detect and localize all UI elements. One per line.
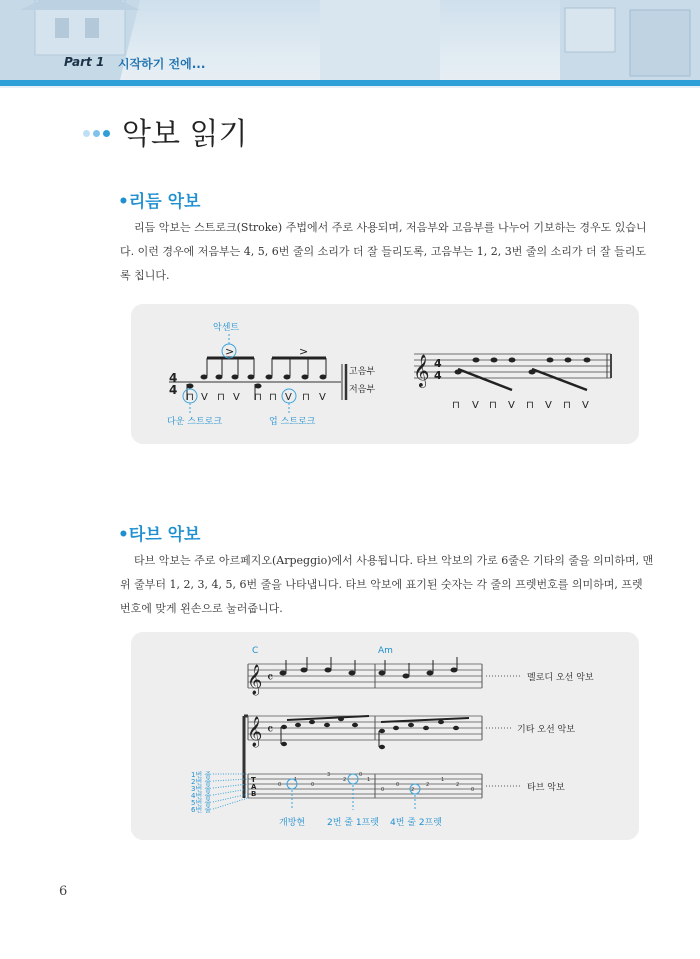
tab-letter: T	[251, 776, 256, 784]
down-stroke-symbol: ⊓	[254, 392, 262, 403]
string-label: 5번 줄	[191, 799, 212, 807]
fret-number: 0	[471, 787, 475, 793]
string-label: 2번 줄	[191, 778, 212, 786]
up-stroke-label: 업 스트로크	[269, 417, 316, 427]
svg-text:𝄞: 𝄞	[247, 717, 263, 747]
title-dots	[83, 122, 113, 141]
fret-number: 2	[343, 777, 347, 783]
fret-number: 2	[426, 782, 430, 788]
up-stroke-symbol: V	[582, 400, 589, 411]
fret-number: 2	[456, 782, 460, 788]
melody-staff	[247, 657, 482, 696]
up-stroke-symbol: V	[233, 392, 240, 403]
tab-letter: A	[251, 783, 257, 791]
down-stroke-symbol: ⊓	[217, 392, 225, 403]
fret-number: 0	[381, 787, 385, 793]
tab-staff	[248, 772, 482, 810]
paragraph-line: 번호에 맞게 왼손으로 눌러줍니다.	[120, 602, 283, 615]
svg-text:𝄞: 𝄞	[413, 354, 430, 387]
rhythm-heading: •리듬 악보	[118, 192, 201, 212]
rhythm-staff-right	[413, 354, 611, 390]
header-accent-strip	[0, 80, 700, 86]
time-signature-top: 4	[434, 357, 442, 370]
up-stroke-symbol: V	[508, 400, 515, 411]
page-number: 6	[59, 884, 68, 899]
tab-notation	[131, 632, 639, 840]
up-stroke-symbol: V	[285, 392, 292, 403]
page-header	[0, 0, 700, 88]
string-label: 6번 줄	[191, 806, 212, 814]
up-stroke-symbol: V	[319, 392, 326, 403]
time-signature-top: 4	[169, 371, 178, 385]
accent-mark: >	[225, 345, 235, 358]
string-label: 1번 줄	[191, 771, 212, 779]
string2-fret1-label: 2번 줄 1프렛	[327, 818, 379, 828]
chord-am: Am	[378, 646, 393, 656]
svg-text:𝄴: 𝄴	[267, 722, 274, 738]
rhythm-paragraph	[120, 216, 647, 288]
part-title: 시작하기 전에...	[118, 57, 206, 71]
string-label: 4번 줄	[191, 792, 212, 800]
paragraph-line: 타브 악보는 주로 아르페지오(Arpeggio)에서 사용됩니다. 타브 악보의 가로 6줄은 기타의 줄을 의미하며, 맨	[134, 554, 654, 567]
fret-number: 1	[294, 777, 298, 783]
chord-c: C	[252, 646, 259, 656]
high-part-label: 고음부	[349, 367, 376, 377]
paragraph-line: 위 줄부터 1, 2, 3, 4, 5, 6번 줄을 나타냅니다. 타브 악보에 표기된 숫자는 각 줄의 프렛번호를 의미하며, 프렛	[120, 578, 643, 591]
time-signature-bottom: 4	[169, 383, 178, 397]
fret-number: 2	[411, 787, 415, 793]
rhythm-figure	[131, 304, 639, 444]
down-stroke-symbol: ⊓	[186, 392, 194, 403]
paragraph-line: 록 칩니다.	[120, 269, 170, 282]
fret-number: 3	[327, 772, 331, 778]
down-stroke-symbol: ⊓	[489, 400, 497, 411]
paragraph-line: 리듬 악보는 스트로크(Stroke) 주법에서 주로 사용되며, 저음부와 고음부를 나누어 기보하는 경우도 있습니	[134, 221, 647, 234]
accent-label: 악센트	[213, 323, 240, 333]
string4-fret2-label: 4번 줄 2프렛	[390, 818, 442, 828]
down-stroke-symbol: ⊓	[452, 400, 460, 411]
tab-figure	[131, 632, 639, 840]
svg-text:𝄴: 𝄴	[267, 670, 274, 686]
fret-number: 0	[396, 782, 400, 788]
accent-mark: >	[299, 345, 309, 358]
part-label: Part 1	[64, 55, 105, 69]
melody-staff-label: 멜로디 오선 악보	[527, 673, 594, 683]
time-signature-bottom: 4	[434, 369, 442, 382]
page-title: 악보 읽기	[122, 117, 248, 152]
guitar-staff-label: 기타 오선 악보	[517, 725, 575, 735]
open-string-label: 개방현	[279, 818, 306, 828]
tab-heading: •타브 악보	[118, 525, 201, 545]
down-stroke-symbol: ⊓	[269, 392, 277, 403]
fret-number: 0	[278, 782, 282, 788]
header-illustration	[0, 0, 700, 80]
tab-paragraph	[120, 549, 654, 621]
up-stroke-symbol: V	[472, 400, 479, 411]
fret-number: 1	[367, 777, 371, 783]
paragraph-line: 다. 이런 경우에 저음부는 4, 5, 6번 줄의 소리가 더 잘 들리도록, 고음부는 1, 2, 3번 줄의 소리가 더 잘 들리도	[120, 245, 647, 258]
fret-number: 1	[441, 777, 445, 783]
fret-number: 0	[311, 782, 315, 788]
up-stroke-symbol: V	[201, 392, 208, 403]
down-stroke-symbol: ⊓	[563, 400, 571, 411]
tab-staff-label: 타브 악보	[527, 783, 565, 793]
tab-letter: B	[251, 790, 257, 798]
down-stroke-label: 다운 스트로크	[167, 417, 223, 427]
down-stroke-symbol: ⊓	[302, 392, 310, 403]
down-stroke-symbol: ⊓	[526, 400, 534, 411]
fret-number: 0	[359, 772, 363, 778]
string-label: 3번 줄	[191, 785, 212, 793]
svg-text:𝄞: 𝄞	[247, 665, 263, 695]
up-stroke-symbol: V	[545, 400, 552, 411]
low-part-label: 저음부	[349, 385, 376, 395]
rhythm-notation	[131, 304, 639, 444]
